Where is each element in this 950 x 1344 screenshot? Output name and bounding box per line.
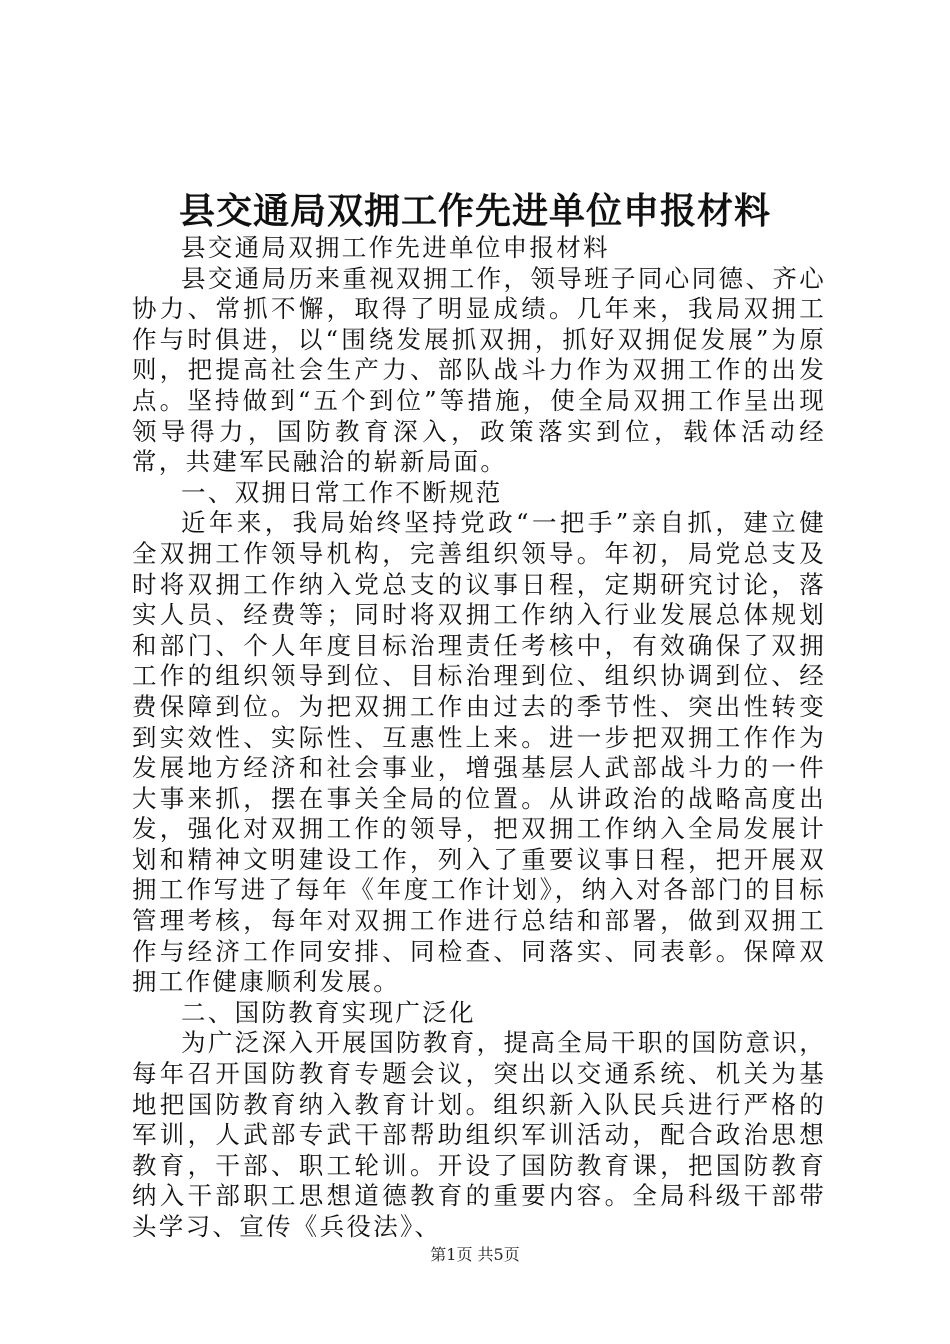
intro-paragraph: 县交通局历来重视双拥工作，领导班子同心同德、齐心协力、常抓不懈，取得了明显成绩。几年来，我局双拥工作与时俱进，以“围绕发展抓双拥，抓好双拥促发展”为原则，把提高社会生产力、部队战斗力作为双拥工作的出发点。坚持做到“五个到位”等措施，使全局双拥工作呈出现领导得力，国防教育深入，政策落实到位，载体活动经常，共建军民融洽的崭新局面。 bbox=[132, 263, 826, 477]
section-2-paragraph: 为广泛深入开展国防教育，提高全局干职的国防意识，每年召开国防教育专题会议，突出以交通系统、机关为基地把国防教育纳入教育计划。组织新入队民兵进行严格的军训，人武部专武干部帮助组织军训活动，配合政治思想教育，干部、职工轮训。开设了国防教育课，把国防教育纳入干部职工思想道德教育的重要内容。全局科级干部带头学习、宣传《兵役法》、 bbox=[132, 1028, 826, 1241]
page-number-footer: 第1页 共5页 bbox=[430, 1245, 520, 1264]
section-heading-1: 一、双拥日常工作不断规范 bbox=[181, 477, 503, 507]
section-1-paragraph: 近年来，我局始终坚持党政“一把手”亲自抓，建立健全双拥工作领导机构，完善组织领导。年初，局党总支及时将双拥工作纳入党总支的议事日程，定期研究讨论，落实人员、经费等；同时将双拥工作纳入行业发展总体规划和部门、个人年度目标治理责任考核中，有效确保了双拥工作的组织领导到位、目标治理到位、组织协调到位、经费保障到位。为把双拥工作由过去的季节性、突出性转变到实效性、实际性、互惠性上来。进一步把双拥工作作为发展地方经济和社会事业，增强基层人武部战斗力的一件大事来抓，摆在事关全局的位置。从讲政治的战略高度出发，强化对双拥工作的领导，把双拥工作纳入全局发展计划和精神文明建设工作，列入了重要议事日程，把开展双拥工作写进了每年《年度工作计划》，纳入对各部门的目标管理考核，每年对双拥工作进行总结和部署，做到双拥工作与经济工作同安排、同检查、同落实、同表彰。保障双拥工作健康顺利发展。 bbox=[132, 508, 826, 997]
document-body bbox=[132, 233, 826, 1243]
document-title: 县交通局双拥工作先进单位申报材料 bbox=[178, 190, 771, 232]
subtitle-paragraph: 县交通局双拥工作先进单位申报材料 bbox=[181, 233, 610, 262]
section-heading-2: 二、国防教育实现广泛化 bbox=[181, 997, 476, 1027]
